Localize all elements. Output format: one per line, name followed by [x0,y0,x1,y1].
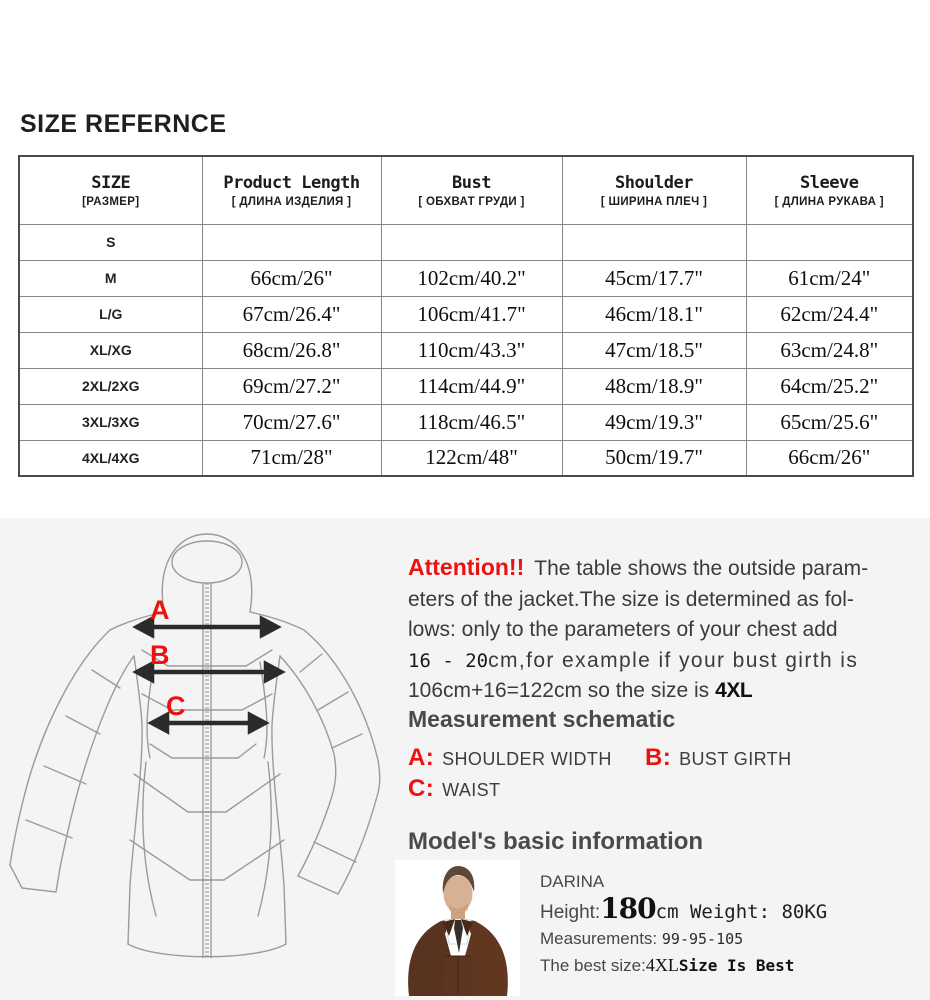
table-row [19,260,913,296]
page-title: SIZE REFERNCE [20,110,227,138]
column-header-ru: [ ШИРИНА ПЛЕЧ ] [600,195,708,208]
column-header-length [202,156,381,224]
shoulder-cell: 48cm/18.9" [562,368,746,404]
column-header-en: Product Length [223,172,360,193]
size-cell: 3XL/3XG [19,404,202,440]
length-cell [202,224,381,260]
attention-text [408,552,926,707]
best-size-label: The best size: [540,956,646,975]
sleeve-cell [746,224,913,260]
table-row [19,332,913,368]
size-cell: 2XL/2XG [19,368,202,404]
table-row [19,296,913,332]
sleeve-cell: 62cm/24.4" [746,296,913,332]
best-size-rest: Size Is Best [678,956,795,975]
size-cell: XL/XG [19,332,202,368]
best-size-value: 4XL [645,955,679,975]
shoulder-cell: 45cm/17.7" [562,260,746,296]
measurement-title: Measurement schematic [408,706,676,732]
attention-line [408,676,926,707]
length-cell: 68cm/26.8" [202,332,381,368]
jacket-diagram [0,520,400,1000]
measurement-label-a: SHOULDER WIDTH [442,749,612,769]
bust-cell: 114cm/44.9" [381,368,562,404]
measurement-letter-b: B: [645,744,672,771]
sleeve-cell: 66cm/26" [746,440,913,476]
shoulder-cell [562,224,746,260]
column-header-ru: [ ДЛИНА ИЗДЕЛИЯ ] [231,195,352,208]
size-cell: L/G [19,296,202,332]
table-row [19,440,913,476]
diagram-label-c: C [166,691,186,721]
attention-line: lows: only to the parameters of your chest add [408,618,838,641]
column-header-en: Sleeve [800,172,859,193]
diagram-label-a: A [150,595,170,625]
model-info-title: Model's basic information [408,828,704,855]
zipper [203,583,211,958]
length-cell: 69cm/27.2" [202,368,381,404]
measurement-item-b [645,744,791,772]
column-header-sleeve [746,156,913,224]
jacket-outline [10,534,380,957]
length-cell: 71cm/28" [202,440,381,476]
table-row [19,368,913,404]
size-cell: M [19,260,202,296]
model-name: DARINA [540,872,605,891]
table-row [19,224,913,260]
height-label: Height: [540,902,601,923]
size-cell: 4XL/4XG [19,440,202,476]
attention-line [408,552,926,585]
attention-heading: Attention!! [408,554,525,580]
bust-cell: 102cm/40.2" [381,260,562,296]
measurement-letter-a: A: [408,744,435,771]
sleeve-cell: 63cm/24.8" [746,332,913,368]
shoulder-cell: 46cm/18.1" [562,296,746,332]
model-height-weight [540,892,920,926]
column-header-ru: [РАЗМЕР] [82,195,140,208]
bust-cell: 106cm/41.7" [381,296,562,332]
attention-line-text: cm,for example if your bust girth is [488,648,859,672]
shoulder-cell: 49cm/19.3" [562,404,746,440]
bust-cell: 118cm/46.5" [381,404,562,440]
diagram-label-b: B [150,640,170,670]
measurements-value: 99-95-105 [661,930,744,948]
bust-cell: 122cm/48" [381,440,562,476]
column-header-en: Bust [452,172,491,193]
column-header-en: SIZE [91,172,131,193]
sleeve-cell: 61cm/24" [746,260,913,296]
length-cell: 70cm/27.6" [202,404,381,440]
length-cell: 66cm/26" [202,260,381,296]
measurements-label: Measurements: [540,929,658,948]
measurement-label-c: WAIST [442,780,501,800]
measurement-item-c [408,775,500,803]
column-header-en: Shoulder [615,172,693,193]
column-header-bust [381,156,562,224]
bust-cell: 110cm/43.3" [381,332,562,368]
measurement-label-b: BUST GIRTH [679,749,792,769]
size-cell: S [19,224,202,260]
attention-line-text: 106cm+16=122cm so the size is [408,679,710,702]
height-rest: cm Weight: 80KG [655,901,828,923]
sleeve-cell: 65cm/25.6" [746,404,913,440]
model-info-block [540,872,920,979]
shoulder-cell: 50cm/19.7" [562,440,746,476]
table-header-row [19,156,913,224]
attention-size-example: 4XL [715,679,753,702]
height-value: 180 [600,892,656,925]
shoulder-cell: 47cm/18.5" [562,332,746,368]
attention-numbers: 16 - 20 [408,649,489,672]
attention-line: eters of the jacket.The size is determined as fol- [408,587,854,611]
length-cell: 67cm/26.4" [202,296,381,332]
column-header-size [19,156,202,224]
column-header-ru: [ ОБХВАТ ГРУДИ ] [418,195,525,208]
attention-line-text: The table shows the outside param- [534,557,869,580]
model-best-size [540,952,920,979]
column-header-ru: [ ДЛИНА РУКАВА ] [774,195,884,208]
model-photo [395,860,520,996]
measurement-item-a [408,744,612,772]
bust-cell [381,224,562,260]
measurement-letter-c: C: [408,775,435,802]
table-row [19,404,913,440]
model-photo-illustration [395,860,520,996]
sleeve-cell: 64cm/25.2" [746,368,913,404]
attention-line [408,646,926,677]
size-table [18,155,914,477]
model-measurements [540,926,920,952]
column-header-shoulder [562,156,746,224]
